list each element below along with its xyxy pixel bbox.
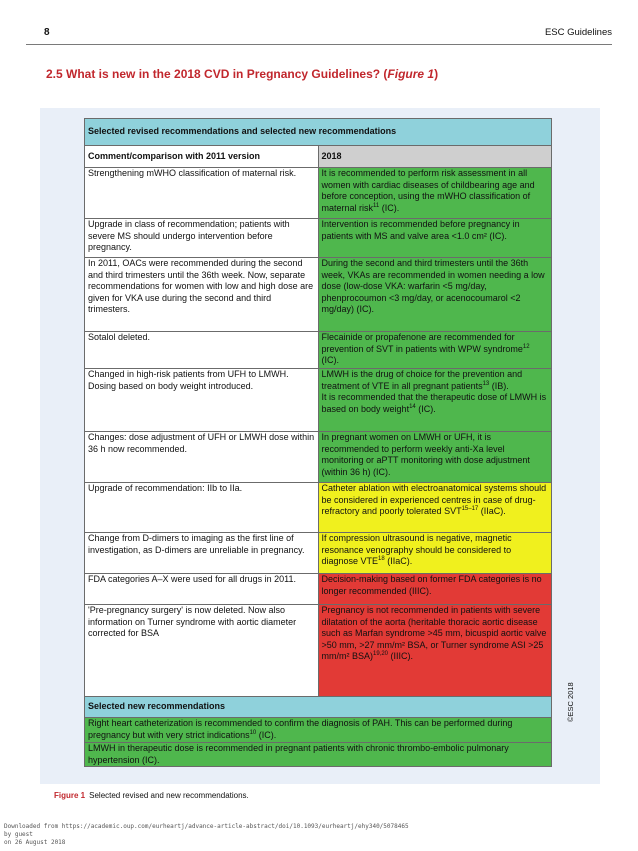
recommendation-text: During the second and third trimesters until the 36th week, VKAs are recommended in women needing a low dose (low-dose VKA: warfarin <5 mg/day, phenprocoumon <3 mg/day, or acenocoumarol <2 mg/day) (IC). (321, 258, 545, 314)
figure-caption (54, 791, 249, 800)
reference-number: 18 (378, 556, 385, 562)
recommendation-cell (318, 533, 552, 574)
reference-number: 15–17 (461, 506, 479, 512)
recommendation-cell (318, 605, 552, 697)
new-recommendation-text: LMWH in therapeutic dose is recommended in pregnant patients with chronic thrombo-embolic pulmonary hypertension (IC). (88, 743, 509, 765)
recommendation-text: Decision-making based on former FDA categories is no longer recommended (IIIC). (321, 574, 542, 596)
recommendation-class: (IC). (379, 202, 400, 213)
new-recommendation-row (85, 718, 552, 743)
comment-cell: Upgrade in class of recommendation; patients with severe MS should undergo intervention before pregnancy. (85, 219, 319, 258)
reference-number: 19,20 (373, 651, 389, 657)
footer-date: on 26 August 2018 (4, 839, 66, 846)
table-row (85, 258, 552, 332)
table-row (85, 219, 552, 258)
table-row (85, 574, 552, 605)
section-title-text: 2.5 What is new in the 2018 CVD in Pregnancy Guidelines? ( (46, 67, 388, 81)
recommendation-class: (IC). (321, 355, 339, 365)
reference-number: 13 (482, 380, 490, 387)
recommendation-class: (IC). (256, 729, 277, 740)
comment-cell: 'Pre-pregnancy surgery' is now deleted. Now also information on Turner syndrome with aortic diameter corrected for BSA (85, 605, 319, 697)
reference-number: 11 (373, 202, 380, 209)
table-row (85, 369, 552, 432)
table-row (85, 483, 552, 533)
esc-watermark: ©ESC 2018 (566, 682, 575, 722)
recommendation-cell (318, 483, 552, 533)
page-number: 8 (44, 27, 50, 38)
recommendation-class: (IIaC). (384, 556, 413, 566)
comment-cell: Sotalol deleted. (85, 332, 319, 369)
footer-url: Downloaded from https://academic.oup.com/eurheartj/advance-article-abstract/doi/10.1093/eurheartj/ehy340/5078465 (4, 823, 409, 830)
revised-rows (85, 168, 552, 697)
recommendation-cell (318, 574, 552, 605)
new-recommendation-text: Right heart catheterization is recommended to confirm the diagnosis of PAH. This can be performed during pregnancy but with very strict indications (88, 718, 513, 740)
comment-cell: FDA categories A–X were used for all drugs in 2011. (85, 574, 319, 605)
recommendation-text: LMWH is the drug of choice for the prevention and treatment of VTE in all pregnant patients (321, 369, 523, 391)
new-recommendation-cell (85, 743, 552, 767)
journal-header: ESC Guidelines (544, 27, 612, 38)
recommendation-text: Flecainide or propafenone are recommended for prevention of SVT in patients with WPW syndrome (321, 332, 523, 354)
recommendation-cell (318, 219, 552, 258)
recommendation-cell (318, 168, 552, 219)
recommendation-class: (IB). (489, 380, 509, 391)
recommendation-cell (318, 332, 552, 369)
comment-cell: In 2011, OACs were recommended during the second and third trimesters until the 36th week. Now, separate recommendations for women with low and high dose are given for VKA use during the second and third trimesters. (85, 258, 319, 332)
recommendation-class: (IC). (415, 403, 436, 414)
reference-number: 10 (249, 729, 257, 736)
col-header-comment: Comment/comparison with 2011 version (85, 146, 319, 168)
recommendation-text: Pregnancy is not recommended in patients with severe dilatation of the aorta (heritable thoracic aortic disease such as Marfan syndrome >45 mm, bicuspid aortic valve >50 mm, >27 mm/m² BSA, or Turner syndrome ASI >25 mm/m² BSA) (321, 605, 547, 661)
new-rows (85, 718, 552, 767)
recommendation-text: Intervention is recommended before pregnancy in patients with MS and valve area <1.0 cm² (IC). (321, 219, 520, 241)
comment-cell: Changes: dose adjustment of UFH or LMWH dose within 36 h now recommended. (85, 432, 319, 483)
footer-guest: by guest (4, 831, 33, 838)
section-title-close: ) (434, 67, 439, 81)
reference-number: 12 (522, 343, 530, 350)
new-header-row (85, 697, 552, 718)
table-row (85, 533, 552, 574)
figure-link[interactable]: Figure 1 (387, 67, 435, 81)
recommendations-table (84, 118, 552, 767)
reference-number: 14 (409, 403, 416, 410)
comment-cell: Upgrade of recommendation: IIb to IIa. (85, 483, 319, 533)
caption-label: Figure 1 (54, 791, 86, 800)
table-banner: Selected revised recommendations and selected new recommendations (85, 119, 552, 146)
recommendation-cell (318, 432, 552, 483)
recommendation-text: It is recommended that the therapeutic dose of LMWH is based on body weight (321, 392, 547, 414)
recommendation-cell (318, 369, 552, 432)
comment-cell: Changed in high-risk patients from UFH to LMWH. Dosing based on body weight introduced. (85, 369, 319, 432)
recommendation-text: It is recommended to perform risk assessment in all women with cardiac diseases of childbearing age and before conception, using the mWHO classification of maternal risk (321, 168, 535, 213)
table-row (85, 432, 552, 483)
new-recommendations-header: Selected new recommendations (85, 697, 552, 718)
table-header-row (85, 146, 552, 168)
comment-cell: Change from D-dimers to imaging as the first line of investigation, as D-dimers are unreliable in pregnancy. (85, 533, 319, 574)
download-footer (4, 823, 409, 847)
recommendation-text: Catheter ablation with electroanatomical systems should be considered in experienced centres in case of drug-refractory and poorly tolerated SVT (321, 483, 547, 516)
table-banner-row (85, 119, 552, 146)
section-title (46, 67, 438, 81)
new-recommendation-row (85, 743, 552, 767)
table-row (85, 332, 552, 369)
recommendation-class: (IIaC). (478, 506, 506, 516)
recommendation-text: In pregnant women on LMWH or UFH, it is recommended to perform weekly anti-Xa level monitoring or aPTT monitoring with dose adjustment (within 36 h) (IC). (321, 432, 530, 477)
comment-cell: Strengthening mWHO classification of maternal risk. (85, 168, 319, 219)
recommendation-cell (318, 258, 552, 332)
table-row (85, 605, 552, 697)
header-rule (26, 44, 612, 45)
recommendation-text: If compression ultrasound is negative, magnetic resonance venography should be considered to diagnose VTE (321, 533, 512, 566)
col-header-2018: 2018 (318, 146, 552, 168)
caption-text: Selected revised and new recommendations. (89, 791, 249, 800)
recommendation-class: (IIIC). (388, 651, 414, 661)
table-row (85, 168, 552, 219)
new-recommendation-cell (85, 718, 552, 743)
